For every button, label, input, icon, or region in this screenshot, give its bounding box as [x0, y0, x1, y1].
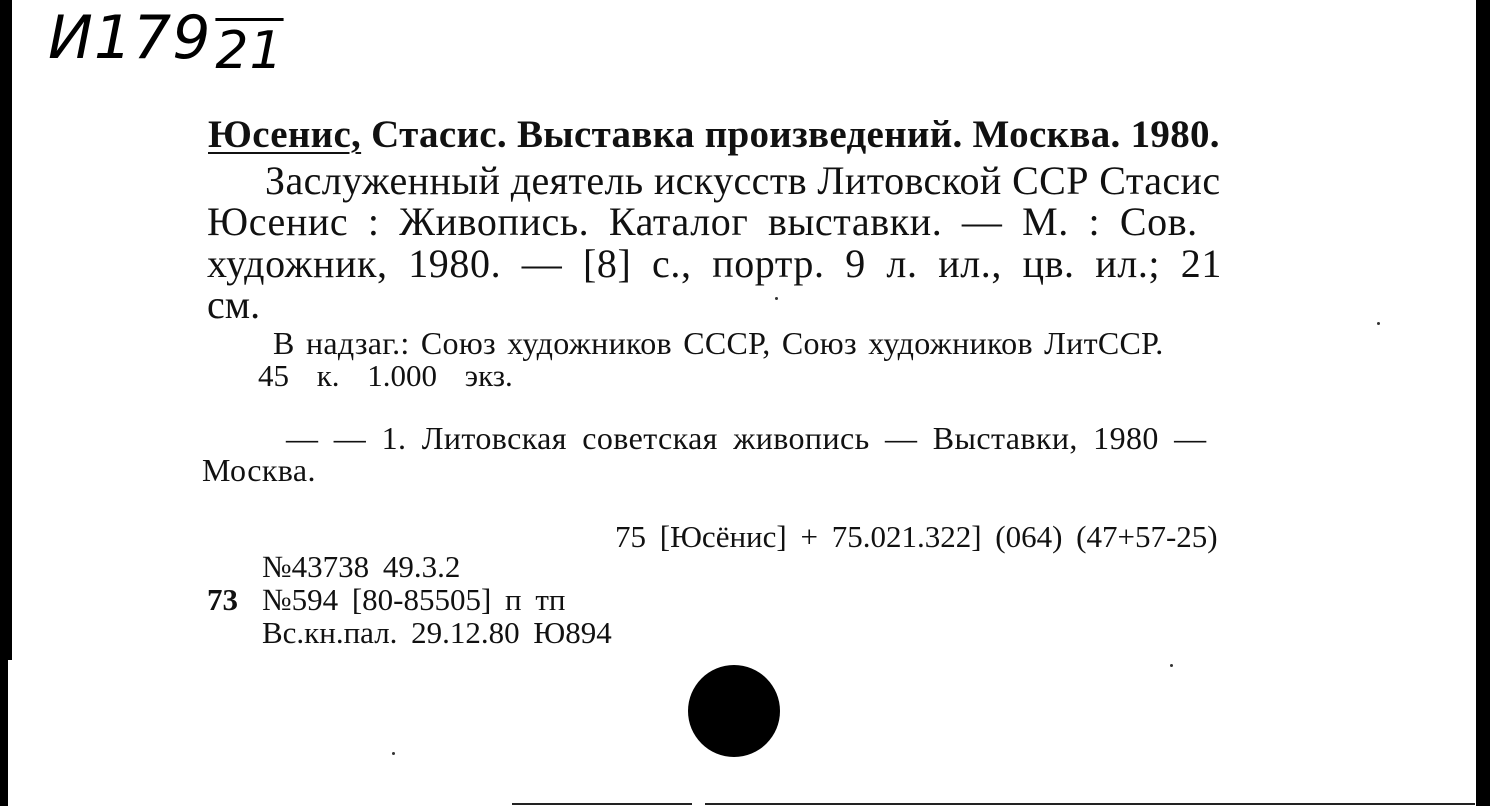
handwritten-shelfmark: [48, 3, 284, 81]
registry-line: №43738 49.3.2: [262, 549, 461, 584]
registry-prefix: 73: [207, 582, 238, 617]
heading-title: Стасис. Выставка произведений. Москва. 1980.: [361, 113, 1220, 156]
scan-edge-bottom: [512, 803, 692, 805]
subject-line: Москва.: [202, 452, 316, 488]
body-line: Заслуженный деятель искусств Литовской ССР Стасис: [265, 158, 1221, 203]
ink-speck: [1377, 322, 1380, 325]
shelfmark-fraction: 21: [215, 21, 284, 81]
subject-line: — — 1. Литовская советская живопись — Выставки, 1980 —: [286, 420, 1207, 456]
ink-speck: [392, 752, 395, 755]
scan-edge-left-lower: [0, 660, 8, 806]
scan-edge-right: [1476, 0, 1490, 806]
registry-line: №594 [80-85505] п тп: [262, 582, 566, 617]
shelfmark-code: И179: [48, 3, 212, 73]
note-line: В надзаг.: Союз художников СССР, Союз художников ЛитССР.: [273, 325, 1164, 361]
classification-index: 75 [Юсёнис] + 75.021.322] (064) (47+57-25): [615, 519, 1218, 554]
scan-edge-left: [0, 0, 12, 660]
ink-speck: [775, 297, 778, 300]
heading-author: Юсенис,: [208, 113, 362, 156]
registry-line: Вс.кн.пал. 29.12.80 Ю894: [262, 615, 612, 650]
body-line: Юсенис : Живопись. Каталог выставки. — М. : Сов.: [207, 199, 1198, 244]
body-line: см.: [207, 282, 261, 327]
body-line: художник, 1980. — [8] с., портр. 9 л. ил., цв. ил.; 21: [207, 241, 1222, 286]
punch-hole: [688, 665, 780, 757]
card-heading: [208, 112, 1220, 157]
price-line: 45 к. 1.000 экз.: [258, 358, 513, 393]
scan-edge-bottom: [705, 803, 1475, 805]
ink-speck: [1170, 664, 1173, 667]
